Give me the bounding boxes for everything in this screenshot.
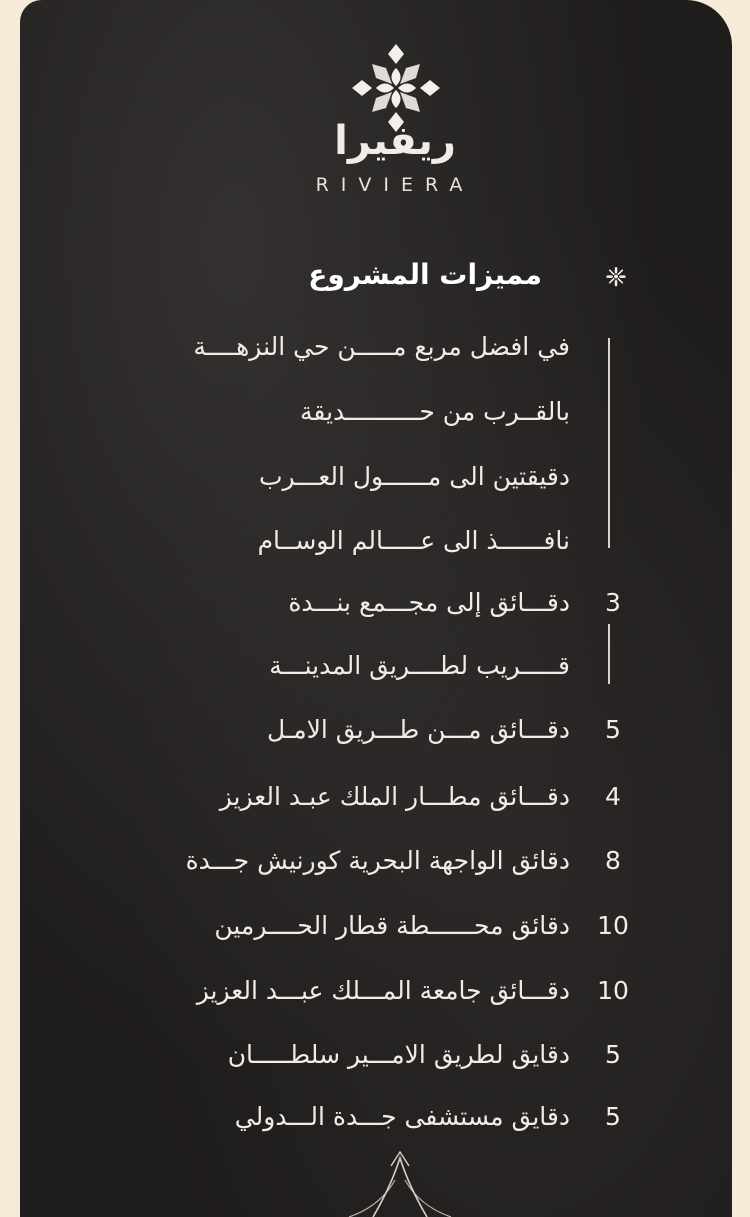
feature-text: نافــــــذ الى عـــــالم الوســام [257,526,570,555]
feature-text: دقـــائق جامعة المـــلك عبـــد العزيز [196,976,570,1005]
feature-number: 10 [597,976,629,1005]
feature-item [20,322,732,372]
brochure-card [20,0,732,1217]
feature-number: 8 [605,846,621,875]
feature-item [20,705,732,755]
section-title: مميزات المشروع [308,258,542,291]
brand-name-arabic: ريفيرا [334,118,456,164]
feature-item [20,452,732,502]
feature-text: قـــــريب لطــــريق المدينـــة [269,651,570,680]
feature-item [20,641,732,691]
arch-ornament-icon [335,1150,465,1217]
feature-number: 3 [605,588,621,617]
feature-number: 5 [605,1040,621,1069]
feature-number: 4 [605,782,621,811]
feature-text: في افضل مربع مـــــن حي النزهــــة [193,332,570,361]
feature-text: بالقــرب من حــــــــــديقة [300,397,570,426]
feature-text: دقيقتين الى مــــــول العـــرب [259,462,570,491]
feature-item [20,772,732,822]
feature-number: 10 [597,911,629,940]
feature-text: دقـــائق مطـــار الملك عبـد العزيز [219,782,570,811]
feature-item [20,516,732,566]
feature-item [20,901,732,951]
feature-item [20,578,732,628]
feature-text: دقـــائق إلى مجـــمع بنـــدة [288,588,570,617]
snowflake-icon: ❈ [605,263,627,293]
feature-number: 5 [605,715,621,744]
brand-name-english: RIVIERA [315,174,475,196]
feature-item [20,1030,732,1080]
feature-item [20,1092,732,1142]
feature-number: 5 [605,1102,621,1131]
feature-item [20,387,732,437]
feature-text: دقايق لطريق الامـــير سلطـــــان [227,1040,570,1069]
feature-text: دقائق الواجهة البحرية كورنيش جـــدة [185,846,570,875]
feature-text: دقائق محــــــطة قطار الحــــرمين [214,911,570,940]
feature-item [20,836,732,886]
feature-item [20,966,732,1016]
feature-text: دقـــائق مـــن طـــريق الامـل [266,715,570,744]
feature-text: دقايق مستشفى جـــدة الـــدولي [234,1102,570,1131]
